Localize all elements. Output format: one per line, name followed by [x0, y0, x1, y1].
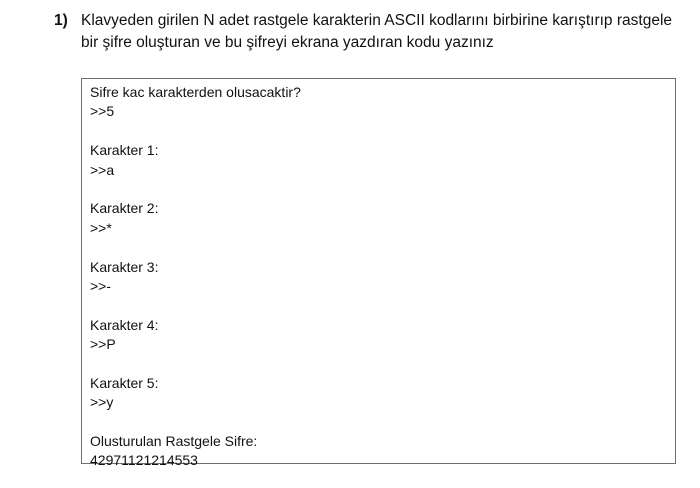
character-3-input: >>-: [90, 277, 112, 294]
character-4-label: Karakter 4:: [90, 316, 159, 333]
spacer: [90, 413, 675, 432]
spacer: [90, 238, 675, 257]
spacer: [90, 180, 675, 199]
character-1-label: Karakter 1:: [90, 142, 159, 159]
question-text: Klavyeden girilen N adet rastgele karakterin ASCII kodlarını birbirine karıştırıp rastgele bir şifre oluşturan ve bu şifreyi ekrana yazdıran kodu yazınız: [81, 12, 673, 51]
count-input: >>5: [90, 103, 115, 120]
spacer: [90, 354, 675, 373]
character-3-label: Karakter 3:: [90, 258, 159, 275]
character-4-input: >>P: [90, 336, 116, 353]
result-value: 42971121214553: [90, 452, 198, 469]
character-2-input: >>*: [90, 219, 112, 236]
question: [54, 10, 684, 54]
result-label: Olusturulan Rastgele Sifre:: [90, 433, 258, 450]
character-5-input: >>y: [90, 394, 114, 411]
character-5-label: Karakter 5:: [90, 374, 159, 391]
character-1-input: >>a: [90, 161, 115, 178]
question-number: 1): [54, 12, 68, 29]
character-2-label: Karakter 2:: [90, 200, 159, 217]
spacer: [90, 296, 675, 315]
spacer: [90, 122, 675, 141]
console-output-box: [81, 78, 676, 469]
count-prompt: Sifre kac karakterden olusacaktir?: [90, 84, 301, 100]
